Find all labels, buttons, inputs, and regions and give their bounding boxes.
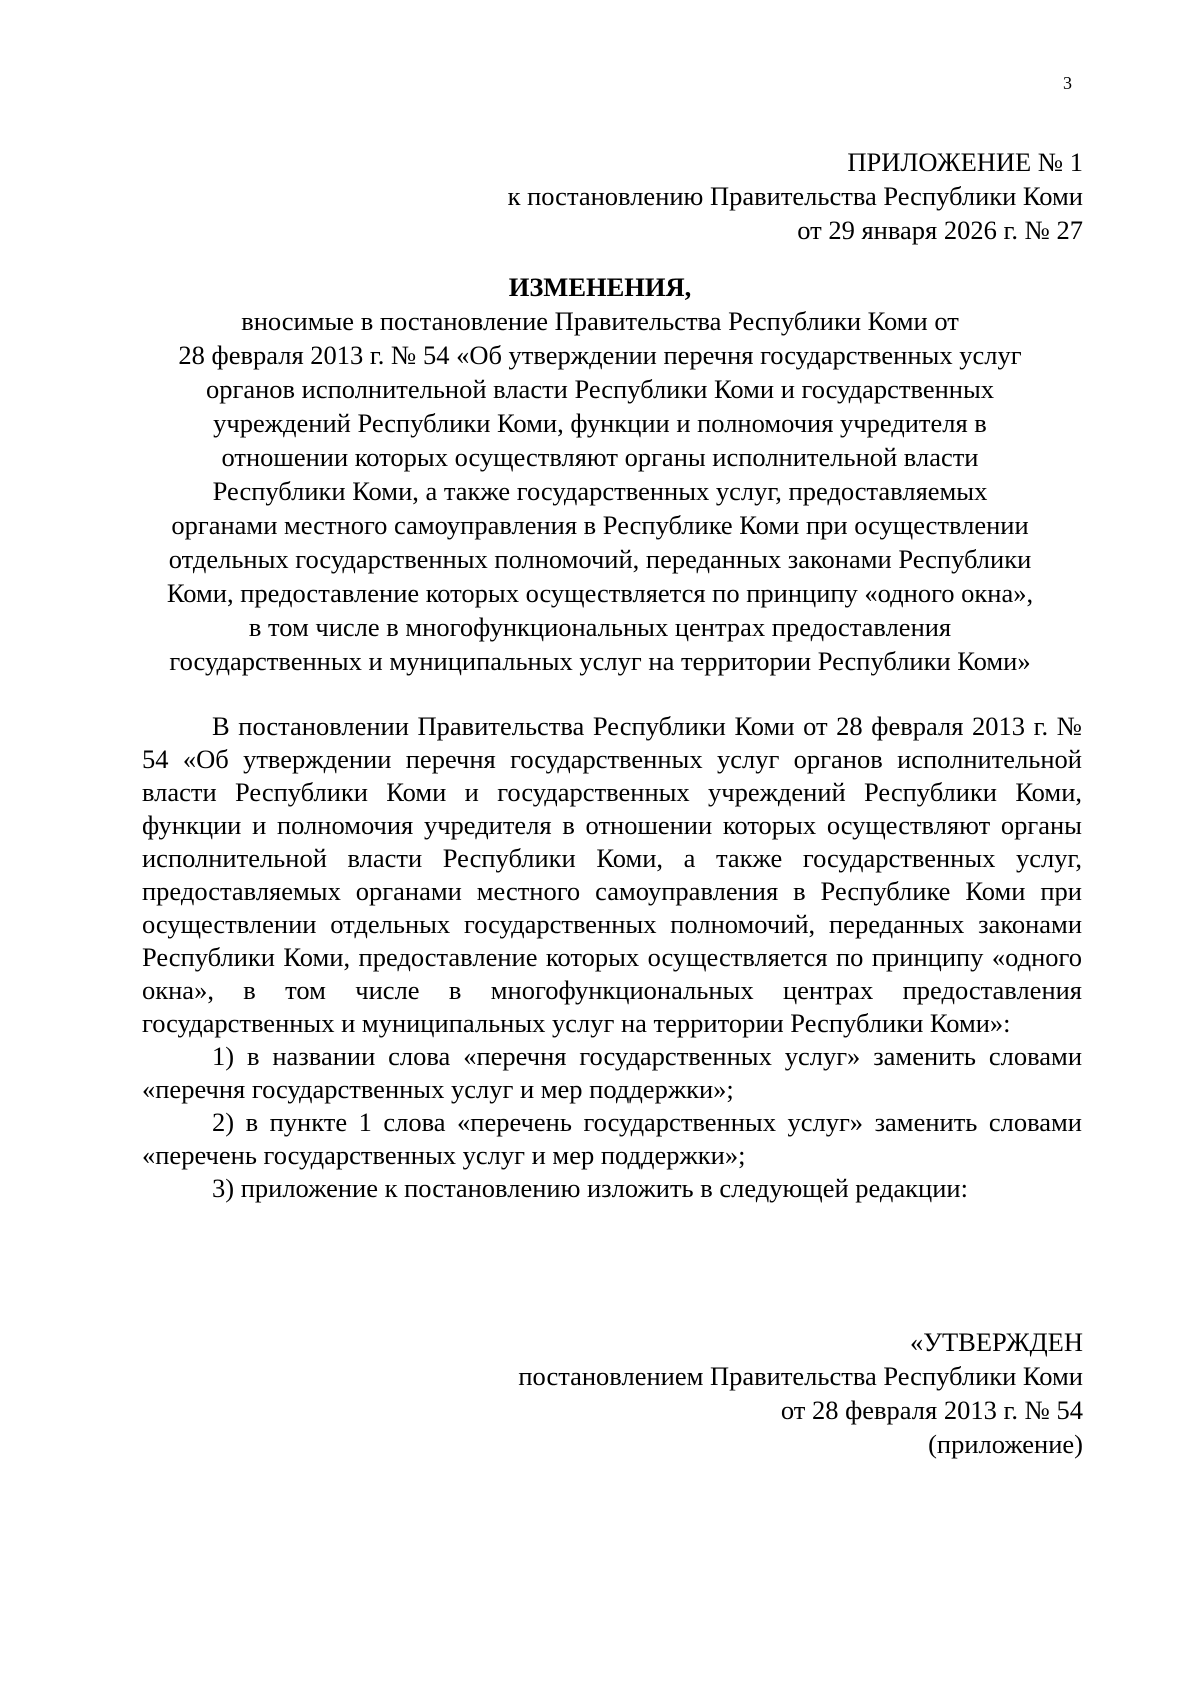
title-line: вносимые в постановление Правительства Республики Коми от [241, 306, 959, 336]
title-line: органов исполнительной власти Республики Коми и государственных [205, 374, 995, 404]
title-line: государственных и муниципальных услуг на территории Республики Коми» [169, 646, 1031, 676]
approved-title: «УТВЕРЖДЕН [909, 1327, 1083, 1357]
amendment-item-3: 3) приложение к постановлению изложить в следующей редакции: [212, 1173, 968, 1203]
appendix-date: от 29 января 2026 г. № 27 [797, 215, 1083, 245]
appendix-header [508, 145, 1083, 247]
title-line: в том числе в многофункциональных центрах предоставления [248, 612, 952, 642]
approved-date: от 28 февраля 2013 г. № 54 [780, 1395, 1083, 1425]
intro-paragraph: В постановлении Правительства Республики Коми от 28 февраля 2013 г. № 54 «Об утверждении перечня государственных услуг органов исполнительной власти Республики Коми и государственных учреждений Республики Коми, функции и полномочия учредителя в отношении которых осуществляют органы исполнительной власти Республики Коми, а также государственных услуг, предоставляемых органами местного самоуправления в Республике Коми при осуществлении отдельных государственных полномочий, переданных законами Республики Коми, предоставление которых осуществляется по принципу «одного окна», в том числе в многофункциональных центрах предоставления государственных и муниципальных услуг на территории Республики Коми»: [142, 711, 1082, 1038]
amendment-item-2: 2) в пункте 1 слова «перечень государственных услуг» заменить словами «перечень государственных услуг и мер поддержки»; [142, 1107, 1082, 1170]
changes-title-block [117, 270, 1083, 678]
title-line: отношении которых осуществляют органы исполнительной власти [221, 442, 979, 472]
title-line: 28 февраля 2013 г. № 54 «Об утверждении перечня государственных услуг [178, 340, 1022, 370]
approved-note: (приложение) [928, 1429, 1083, 1459]
amendment-item-1: 1) в названии слова «перечня государственных услуг» заменить словами «перечня государственных услуг и мер поддержки»; [142, 1041, 1082, 1104]
appendix-reference: к постановлению Правительства Республики Коми [507, 181, 1083, 211]
title-line: органами местного самоуправления в Республике Коми при осуществлении [171, 510, 1029, 540]
approved-stamp-block [518, 1325, 1083, 1461]
appendix-title: ПРИЛОЖЕНИЕ № 1 [847, 147, 1083, 177]
changes-heading: ИЗМЕНЕНИЯ, [508, 272, 692, 302]
body-text [142, 710, 1082, 1205]
title-line: Коми, предоставление которых осуществляется по принципу «одного окна», [166, 578, 1034, 608]
approved-by: постановлением Правительства Республики Коми [518, 1361, 1083, 1391]
page-number: 3 [1063, 73, 1072, 93]
title-line: Республики Коми, а также государственных услуг, предоставляемых [212, 476, 988, 506]
title-line: учреждений Республики Коми, функции и полномочия учредителя в [213, 408, 987, 438]
title-line: отдельных государственных полномочий, переданных законами Республики [168, 544, 1032, 574]
